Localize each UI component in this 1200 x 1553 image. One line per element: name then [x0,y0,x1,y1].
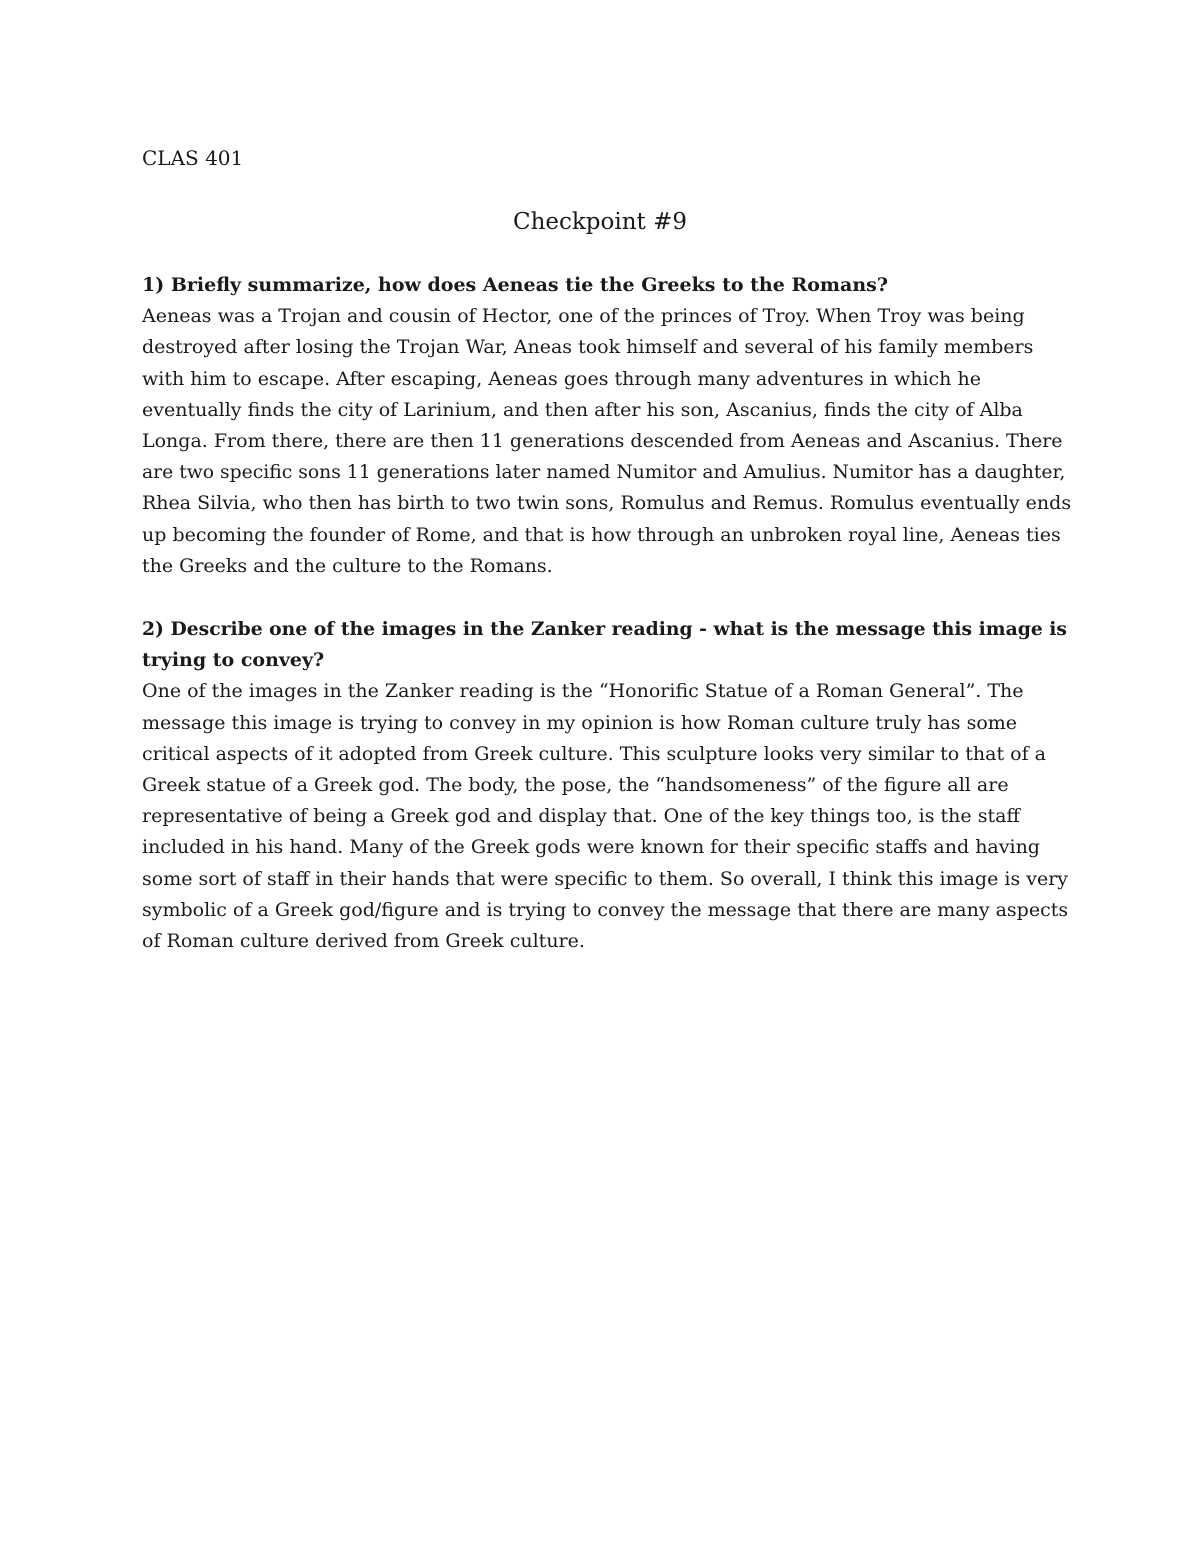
answer-1-paragraph [142,301,1072,582]
course-code: CLAS 401 [142,146,244,170]
answer-line: representative of being a Greek god and display that. One of the key things too, is the staff [142,805,1020,828]
question-line: trying to convey? [142,649,325,672]
answer-line: message this image is trying to convey in my opinion is how Roman culture truly has some [142,711,1018,734]
answer-line: up becoming the founder of Rome, and that is how through an unbroken royal line, Aeneas ties [142,523,1061,546]
answer-line: eventually finds the city of Larinium, and then after his son, Ascanius, finds the city of Alba [142,398,1023,421]
answer-line: with him to escape. After escaping, Aeneas goes through many adventures in which he [142,367,981,390]
answer-line: Aeneas was a Trojan and cousin of Hector, one of the princes of Troy. When Troy was being [142,305,1025,328]
answer-line: critical aspects of it adopted from Greek culture. This sculpture looks very similar to that of a [142,742,1046,765]
document-title: Checkpoint #9 [512,209,688,235]
answer-line: Longa. From there, there are then 11 generations descended from Aeneas and Ascanius. There [142,430,1063,453]
answer-line: Rhea Silvia, who then has birth to two twin sons, Romulus and Remus. Romulus eventually ends [142,492,1072,515]
question-line: 1) Briefly summarize, how does Aeneas tie the Greeks to the Romans? [142,274,888,296]
answer-line: the Greeks and the culture to the Romans. [142,554,553,577]
answer-line: symbolic of a Greek god/figure and is trying to convey the message that there are many aspects [142,898,1069,921]
answer-2-paragraph [142,676,1072,957]
answer-line: included in his hand. Many of the Greek gods were known for their specific staffs and having [142,836,1040,859]
answer-line: One of the images in the Zanker reading is the “Honorific Statue of a Roman General”. The [142,680,1024,703]
answer-line: Greek statue of a Greek god. The body, the pose, the “handsomeness” of the figure all are [142,774,1009,797]
question-block-1 [142,270,1072,582]
question-2-heading [142,614,1072,676]
answer-line: of Roman culture derived from Greek culture. [142,930,585,953]
question-line: 2) Describe one of the images in the Zanker reading - what is the message this image is [142,618,1067,640]
answer-line: are two specific sons 11 generations later named Numitor and Amulius. Numitor has a daughter, [142,462,1066,484]
question-1-heading [142,270,1072,301]
question-block-2 [142,614,1072,957]
answer-line: destroyed after losing the Trojan War, Aneas took himself and several of his family members [142,336,1034,359]
answer-line: some sort of staff in their hands that were specific to them. So overall, I think this image is very [142,867,1069,890]
